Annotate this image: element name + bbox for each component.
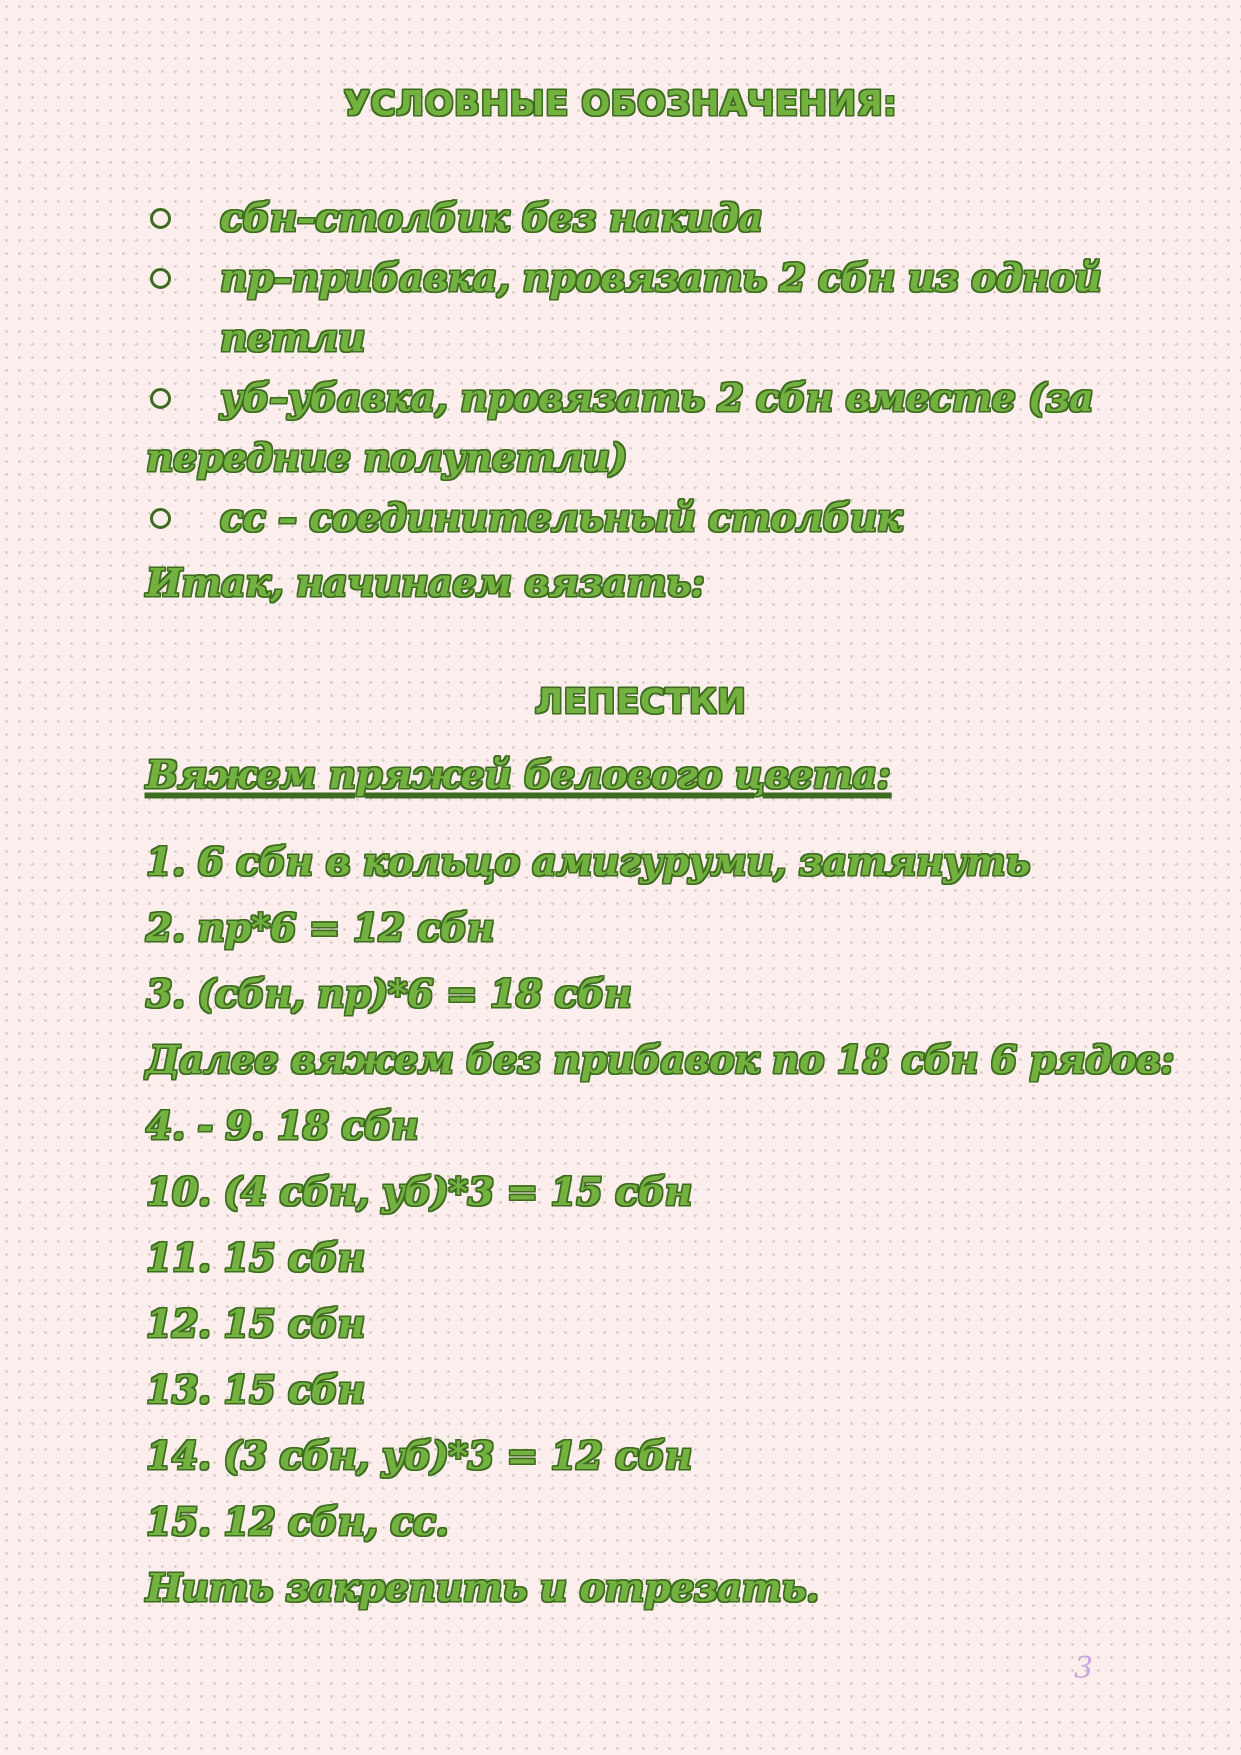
bullet-icon — [150, 268, 171, 289]
section-subtitle: Вяжем пряжей белового цвета: — [146, 752, 891, 797]
instruction-row: 3. (сбн, пр)*6 = 18 сбн — [146, 971, 632, 1016]
legend-item-text: пр–прибавка, провязать 2 сбн из одной петли — [220, 255, 1102, 360]
instruction-note: Нить закрепить и отрезать. — [146, 1565, 819, 1610]
instruction-row: 4. - 9. 18 сбн — [146, 1103, 419, 1148]
legend-item — [146, 488, 1156, 548]
section-title: ЛЕПЕСТКИ — [534, 682, 747, 722]
instruction-row: 12. 15 сбн — [146, 1301, 365, 1346]
legend-item-text: уб–убавка, провязать 2 сбн вместе (за — [220, 375, 1094, 420]
page-number: 3 — [1074, 1651, 1094, 1686]
instruction-row: 15. 12 сбн, сс. — [146, 1499, 449, 1544]
legend-item — [146, 188, 1156, 248]
instruction-row: 14. (3 сбн, уб)*3 = 12 сбн — [146, 1433, 692, 1478]
bullet-icon — [150, 208, 171, 229]
bullet-icon — [150, 388, 171, 409]
instruction-row: 13. 15 сбн — [146, 1367, 365, 1412]
intro-text: Итак, начинаем вязать: — [146, 560, 705, 605]
legend-item — [146, 248, 1156, 368]
instruction-row: 11. 15 сбн — [146, 1235, 365, 1280]
bullet-icon — [150, 508, 171, 529]
legend-item-text: cc – соединительный столбик — [220, 495, 903, 540]
legend-item — [146, 368, 1156, 488]
legend-list — [146, 188, 1156, 548]
legend-item-text: сбн–столбик без накида — [220, 195, 763, 240]
legend-title: УСЛОВНЫЕ ОБОЗНАЧЕНИЯ: — [343, 84, 898, 124]
instruction-note: Далее вяжем без прибавок по 18 сбн 6 рядов: — [146, 1037, 1174, 1082]
instruction-row: 2. пр*6 = 12 сбн — [146, 905, 495, 950]
instruction-row: 10. (4 сбн, уб)*3 = 15 сбн — [146, 1169, 692, 1214]
legend-item-continuation: передние полупетли) — [146, 435, 628, 480]
instruction-row: 1. 6 сбн в кольцо амигуруми, затянуть — [146, 839, 1030, 884]
instruction-rows — [146, 829, 1174, 1621]
